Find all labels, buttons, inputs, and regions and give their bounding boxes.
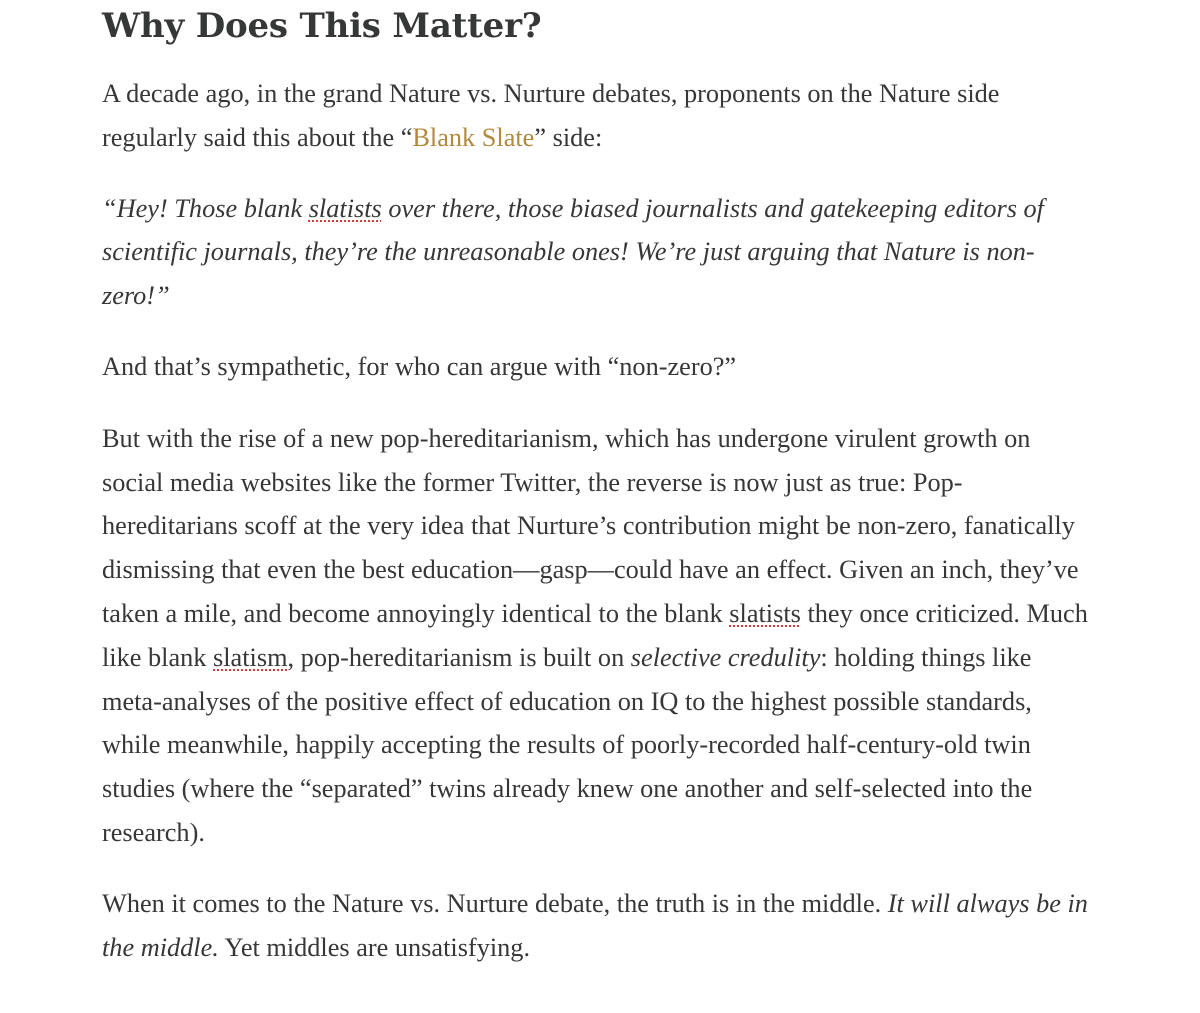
paragraph-pop-hereditarianism bbox=[102, 417, 1092, 855]
quote-text-before: “Hey! Those blank bbox=[102, 193, 309, 223]
section-heading: Why Does This Matter? bbox=[102, 6, 542, 46]
p4-text-4: : holding things like meta-analyses of the positive effect of education on IQ to the highest possible standards, while meanwhile, happily accepting the results of poorly-recorded half-century-old twin studies (where the “separated” twins already knew one another and self-selected into the research). bbox=[102, 642, 1033, 847]
intro-text-after: ” side: bbox=[534, 122, 603, 152]
paragraph-middle bbox=[102, 882, 1092, 970]
blank-slate-link[interactable]: Blank Slate bbox=[412, 122, 535, 152]
paragraph-sympathetic: And that’s sympathetic, for who can argue with “non-zero?” bbox=[102, 351, 737, 381]
p5-text-after: Yet middles are unsatisfying. bbox=[218, 932, 531, 962]
quote-paragraph bbox=[102, 187, 1092, 318]
p4-text-3: , pop-hereditarianism is built on bbox=[287, 642, 631, 672]
paragraph-intro bbox=[102, 72, 1092, 160]
p5-text-before: When it comes to the Nature vs. Nurture debate, the truth is in the middle. bbox=[102, 888, 888, 918]
p4-text-1: But with the rise of a new pop-hereditarianism, which has undergone virulent growth on social media websites like the former Twitter, the reverse is now just as true: Pop-hereditarians scoff at the very idea that Nurture’s contribution might be non-zero, fanatically dismissing that even the best education—gasp—could have an effect. Given an inch, they’ve taken a mile, and become annoyingly identical to the blank bbox=[102, 423, 1079, 628]
intro-text-before: A decade ago, in the grand Nature vs. Nurture debates, proponents on the Nature side regularly said this about the “ bbox=[102, 79, 1000, 152]
article-body bbox=[102, 0, 1092, 969]
misspelled-word-slatists[interactable]: slatists bbox=[729, 598, 801, 628]
misspelled-word-slatism[interactable]: slatism bbox=[213, 642, 288, 672]
misspelled-word-slatists[interactable]: slatists bbox=[308, 193, 382, 223]
quote-text-after: over there, those biased journalists and gatekeeping editors of scientific journals, they’re the unreasonable ones! We’re just arguing that Nature is non-zero!” bbox=[102, 193, 1044, 311]
emphasis-always-middle: It will always be in the middle. bbox=[102, 888, 1088, 962]
emphasis-selective-credulity: selective credulity bbox=[630, 642, 821, 672]
p4-text-2: they once criticized. Much like blank bbox=[102, 598, 1088, 672]
